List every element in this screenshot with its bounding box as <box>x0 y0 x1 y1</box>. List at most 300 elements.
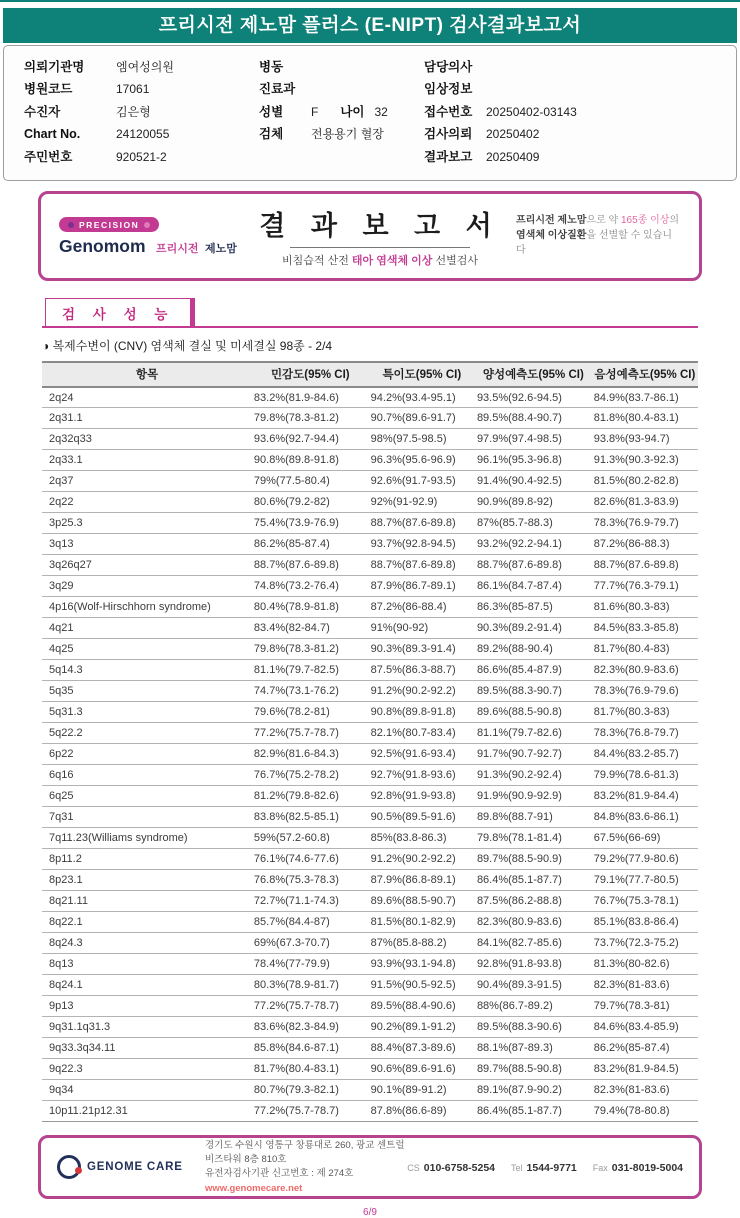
value-cell: 87.2%(86-88.3) <box>592 534 698 555</box>
table-row <box>42 723 698 744</box>
contact-label: CS <box>407 1163 420 1174</box>
table-row <box>42 471 698 492</box>
column-header: 민감도(95% CI) <box>270 369 350 382</box>
patient-info-row <box>259 56 424 78</box>
patient-info-column-2 <box>259 56 424 168</box>
table-row <box>42 408 698 429</box>
field-label: 결과보고 <box>424 149 473 164</box>
red-dot-icon <box>75 1167 82 1174</box>
item-cell: 7q11.23(Williams syndrome) <box>42 828 252 849</box>
value-cell: 90.3%(89.2-91.4) <box>475 618 592 639</box>
value-cell: 78.4%(77-79.9) <box>252 954 369 975</box>
value-cell: 85.7%(84.4-87) <box>252 912 369 933</box>
item-cell: 10p11.21p12.31 <box>42 1101 252 1122</box>
item-cell: 2q32q33 <box>42 429 252 450</box>
item-cell: 2q31.1 <box>42 408 252 429</box>
patient-info-row <box>424 56 724 78</box>
value-cell: 91.3%(90.3-92.3) <box>592 450 698 471</box>
table-row <box>42 744 698 765</box>
note-bold-text: 염색체 이상질환 <box>516 230 587 242</box>
value-cell: 88.7%(87.6-89.8) <box>369 513 475 534</box>
value-cell: 74.7%(73.1-76.2) <box>252 681 369 702</box>
section-title: 검 사 성 능 <box>45 298 195 326</box>
banner-note <box>516 213 681 258</box>
value-cell: 92.5%(91.6-93.4) <box>369 744 475 765</box>
value-cell: 86.4%(85.1-87.7) <box>475 1101 592 1122</box>
item-cell: 2q37 <box>42 471 252 492</box>
note-text: 으로 약 <box>586 215 621 227</box>
brand-line <box>59 236 244 257</box>
value-cell: 90.8%(89.8-91.8) <box>252 450 369 471</box>
field-label: 병원코드 <box>24 82 73 97</box>
table-row <box>42 891 698 912</box>
patient-info-row <box>24 78 259 100</box>
value-cell: 93.9%(93.1-94.8) <box>369 954 475 975</box>
address-line-2: 유전자검사기관 신고번호 : 제 274호 <box>205 1168 354 1180</box>
value-cell: 82.3%(81-83.6) <box>592 975 698 996</box>
value-cell: 97.9%(97.4-98.5) <box>475 429 592 450</box>
value-cell: 90.5%(89.5-91.6) <box>369 807 475 828</box>
subtitle-highlight: 태아 염색체 이상 <box>351 254 433 267</box>
table-row <box>42 1080 698 1101</box>
table-row <box>42 387 698 408</box>
section-header <box>42 298 698 328</box>
field-label: 의뢰기관명 <box>24 60 85 74</box>
item-cell: 2q22 <box>42 492 252 513</box>
badge-dot-icon <box>68 222 74 228</box>
genomom-logo <box>59 215 244 257</box>
table-caption: ◑ 복제수변이 (CNV) 염색체 결실 및 미세결실 98종 - 2/4 <box>42 338 333 353</box>
column-header: 특이도(95% CI) <box>382 369 462 382</box>
value-cell: 89.5%(88.4-90.7) <box>475 408 592 429</box>
field-label: 진료과 <box>259 82 296 97</box>
value-cell: 79.6%(78.2-81) <box>252 702 369 723</box>
value-cell: 79.9%(78.6-81.3) <box>592 765 698 786</box>
value-cell: 77.7%(76.3-79.1) <box>592 576 698 597</box>
patient-info-row <box>24 101 259 123</box>
value-cell: 59%(57.2-60.8) <box>252 828 369 849</box>
value-cell: 87%(85.8-88.2) <box>369 933 475 954</box>
item-cell: 8p11.2 <box>42 849 252 870</box>
value-cell: 87.9%(86.8-89.1) <box>369 870 475 891</box>
value-cell: 81.8%(80.4-83.1) <box>592 408 698 429</box>
value-cell: 80.3%(78.9-81.7) <box>252 975 369 996</box>
table-row <box>42 1101 698 1122</box>
value-cell: 73.7%(72.3-75.2) <box>592 933 698 954</box>
value-cell: 84.6%(83.4-85.9) <box>592 1017 698 1038</box>
precision-badge <box>59 217 159 232</box>
item-cell: 3q29 <box>42 576 252 597</box>
report-banner-subtitle <box>244 252 516 268</box>
top-accent-line <box>0 0 740 2</box>
value-cell: 87.2%(86-88.4) <box>369 597 475 618</box>
table-row <box>42 849 698 870</box>
item-cell: 9q22.3 <box>42 1059 252 1080</box>
table-row <box>42 513 698 534</box>
item-cell: 3p25.3 <box>42 513 252 534</box>
value-cell: 79.1%(77.7-80.5) <box>592 870 698 891</box>
value-cell: 82.9%(81.6-84.3) <box>252 744 369 765</box>
value-cell: 87%(85.7-88.3) <box>475 513 592 534</box>
value-cell: 88%(86.7-89.2) <box>475 996 592 1017</box>
table-body <box>42 387 698 1122</box>
item-cell: 8q24.3 <box>42 933 252 954</box>
field-value: 24120055 <box>116 127 170 142</box>
value-cell: 90.3%(89.3-91.4) <box>369 639 475 660</box>
patient-info-row <box>424 123 724 145</box>
item-cell: 8q24.1 <box>42 975 252 996</box>
value-cell: 91%(90-92) <box>369 618 475 639</box>
value-cell: 88.7%(87.6-89.8) <box>592 555 698 576</box>
value-cell: 92%(91-92.9) <box>369 492 475 513</box>
field-value: 17061 <box>116 82 150 97</box>
value-cell: 83.2%(81.9-84.4) <box>592 786 698 807</box>
item-cell: 6q25 <box>42 786 252 807</box>
value-cell: 87.5%(86.2-88.8) <box>475 891 592 912</box>
item-cell: 9p13 <box>42 996 252 1017</box>
field-value: 20250409 <box>486 149 540 164</box>
value-cell: 79.8%(78.1-81.4) <box>475 828 592 849</box>
value-cell: 92.8%(91.9-93.8) <box>369 786 475 807</box>
field-label: 주민번호 <box>24 149 73 164</box>
value-cell: 91.3%(90.2-92.4) <box>475 765 592 786</box>
value-cell: 89.8%(88.7-91) <box>475 807 592 828</box>
value-cell: 89.6%(88.5-90.7) <box>369 891 475 912</box>
value-cell: 79%(77.5-80.4) <box>252 471 369 492</box>
value-cell: 90.4%(89.3-91.5) <box>475 975 592 996</box>
value-cell: 81.7%(80.3-83) <box>592 702 698 723</box>
value-cell: 81.7%(80.4-83.1) <box>252 1059 369 1080</box>
table-header-row <box>42 362 698 387</box>
value-cell: 77.2%(75.7-78.7) <box>252 723 369 744</box>
brand-name-kr-pink: 프리시전 <box>156 242 199 255</box>
patient-info-row <box>259 101 424 123</box>
value-cell: 79.7%(78.3-81) <box>592 996 698 1017</box>
table-row <box>42 702 698 723</box>
table-row <box>42 639 698 660</box>
value-cell: 90.8%(89.8-91.8) <box>369 702 475 723</box>
value-cell: 80.7%(79.3-82.1) <box>252 1080 369 1101</box>
value-cell: 93.5%(92.6-94.5) <box>475 387 592 408</box>
value-cell: 89.7%(88.5-90.9) <box>475 849 592 870</box>
table-row <box>42 492 698 513</box>
table-row <box>42 534 698 555</box>
value-cell: 67.5%(66-69) <box>592 828 698 849</box>
value-cell: 79.2%(77.9-80.6) <box>592 849 698 870</box>
page-number: 6/9 <box>363 1207 377 1218</box>
value-cell: 72.7%(71.1-74.3) <box>252 891 369 912</box>
result-report-banner <box>38 191 702 281</box>
item-cell: 5q22.2 <box>42 723 252 744</box>
value-cell: 90.1%(89-91.2) <box>369 1080 475 1101</box>
value-cell: 83.2%(81.9-84.6) <box>252 387 369 408</box>
value-cell: 81.2%(79.8-82.6) <box>252 786 369 807</box>
report-title-bar <box>3 8 737 43</box>
field-value: 20250402 <box>486 127 540 142</box>
item-cell: 5q31.3 <box>42 702 252 723</box>
value-cell: 88.1%(87-89.3) <box>475 1038 592 1059</box>
value-cell: 78.3%(76.9-79.7) <box>592 513 698 534</box>
field-label: 병동 <box>259 60 284 74</box>
value-cell: 76.1%(74.6-77.6) <box>252 849 369 870</box>
value-cell: 74.8%(73.2-76.4) <box>252 576 369 597</box>
value-cell: 88.7%(87.6-89.8) <box>475 555 592 576</box>
value-cell: 90.6%(89.6-91.6) <box>369 1059 475 1080</box>
item-cell: 4q21 <box>42 618 252 639</box>
patient-info-row <box>24 123 259 145</box>
table-row <box>42 954 698 975</box>
footer-panel <box>38 1135 702 1199</box>
value-cell: 83.4%(82-84.7) <box>252 618 369 639</box>
value-cell: 93.7%(92.8-94.5) <box>369 534 475 555</box>
note-bold-text: 프리시전 제노맘 <box>516 215 587 227</box>
contact-cs <box>407 1158 495 1176</box>
footer-address <box>205 1139 407 1196</box>
value-cell: 88.4%(87.3-89.6) <box>369 1038 475 1059</box>
note-pink-text: 165종 이상 <box>620 215 670 227</box>
contact-value: 031-8019-5004 <box>611 1162 683 1175</box>
item-cell: 6p22 <box>42 744 252 765</box>
patient-info-row <box>259 78 424 100</box>
value-cell: 87.8%(86.6-89) <box>369 1101 475 1122</box>
value-cell: 93.6%(92.7-94.4) <box>252 429 369 450</box>
badge-dot-icon <box>144 222 150 228</box>
value-cell: 86.4%(85.1-87.7) <box>475 870 592 891</box>
value-cell: 80.6%(79.2-82) <box>252 492 369 513</box>
value-cell: 75.4%(73.9-76.9) <box>252 513 369 534</box>
value-cell: 83.8%(82.5-85.1) <box>252 807 369 828</box>
contact-label: Fax <box>592 1163 608 1174</box>
value-cell: 84.8%(83.6-86.1) <box>592 807 698 828</box>
contact-value: 010-6758-5254 <box>423 1162 496 1175</box>
item-cell: 4p16(Wolf-Hirschhorn syndrome) <box>42 597 252 618</box>
value-cell: 91.9%(90.9-92.9) <box>475 786 592 807</box>
value-cell: 76.8%(75.3-78.3) <box>252 870 369 891</box>
value-cell: 91.7%(90.7-92.7) <box>475 744 592 765</box>
item-cell: 8q21.11 <box>42 891 252 912</box>
contact-label: Tel <box>511 1163 523 1174</box>
patient-info-row <box>424 101 724 123</box>
patient-info-column-3 <box>424 56 724 168</box>
footer-contacts <box>407 1158 683 1176</box>
value-cell: 89.5%(88.3-90.7) <box>475 681 592 702</box>
value-cell: 89.5%(88.3-90.6) <box>475 1017 592 1038</box>
value-cell: 87.5%(86.3-88.7) <box>369 660 475 681</box>
table-row <box>42 618 698 639</box>
field-value: 20250402-03143 <box>486 104 577 119</box>
value-cell: 86.1%(84.7-87.4) <box>475 576 592 597</box>
table-row <box>42 912 698 933</box>
value-cell: 82.3%(81-83.6) <box>592 1080 698 1101</box>
field-label: 검사의뢰 <box>424 127 473 142</box>
value-cell: 90.9%(89.8-92) <box>475 492 592 513</box>
field-label: 수진자 <box>24 104 61 119</box>
banner-divider <box>290 247 470 248</box>
value-cell: 89.1%(87.9-90.2) <box>475 1080 592 1101</box>
contact-fax <box>593 1158 683 1176</box>
note-text: 을 선별할 수 있습니다 <box>516 230 673 257</box>
item-cell: 8q13 <box>42 954 252 975</box>
value-cell: 88.7%(87.6-89.8) <box>369 555 475 576</box>
website-link[interactable]: www.genomecare.net <box>205 1182 303 1194</box>
value-cell: 92.7%(91.8-93.6) <box>369 765 475 786</box>
value-cell: 92.8%(91.8-93.8) <box>475 954 592 975</box>
brand-name-en: Genomom <box>59 235 146 256</box>
value-cell: 96.1%(95.3-96.8) <box>475 450 592 471</box>
item-cell: 8p23.1 <box>42 870 252 891</box>
value-cell: 91.2%(90.2-92.2) <box>369 681 475 702</box>
table-row <box>42 828 698 849</box>
value-cell: 89.6%(88.5-90.8) <box>475 702 592 723</box>
table-row <box>42 450 698 471</box>
value-cell: 87.9%(86.7-89.1) <box>369 576 475 597</box>
value-cell: 91.2%(90.2-92.2) <box>369 849 475 870</box>
report-banner-center <box>244 204 516 268</box>
column-header: 항목 <box>135 369 159 382</box>
subtitle-text: 선별검사 <box>432 254 478 267</box>
address-line-1: 경기도 수원시 영통구 창룡대로 260, 광교 센트럴비즈타워 8층 810호 <box>205 1139 405 1166</box>
value-cell: 82.3%(80.9-83.6) <box>592 660 698 681</box>
value-cell: 86.2%(85-87.4) <box>592 1038 698 1059</box>
value-cell: 96.3%(95.6-96.9) <box>369 450 475 471</box>
item-cell: 9q31.1q31.3 <box>42 1017 252 1038</box>
value-cell: 79.4%(78-80.8) <box>592 1101 698 1122</box>
field-label: 임상정보 <box>424 82 473 97</box>
value-cell: 84.5%(83.3-85.8) <box>592 618 698 639</box>
table-row <box>42 681 698 702</box>
value-cell: 89.5%(88.4-90.6) <box>369 996 475 1017</box>
genomecare-logo-text: GENOME CARE <box>87 1161 183 1174</box>
item-cell: 7q31 <box>42 807 252 828</box>
patient-info-row <box>424 146 724 168</box>
contact-value: 1544-9771 <box>526 1162 577 1175</box>
value-cell: 77.2%(75.7-78.7) <box>252 996 369 1017</box>
patient-info-row <box>24 56 259 78</box>
brand-name-kr-dark: 제노맘 <box>204 242 237 255</box>
precision-badge-label: PRECISION <box>79 219 140 230</box>
field-value: 김은형 <box>116 104 151 119</box>
value-cell: 79.8%(78.3-81.2) <box>252 639 369 660</box>
value-cell: 90.2%(89.1-91.2) <box>369 1017 475 1038</box>
value-cell: 81.7%(80.4-83) <box>592 639 698 660</box>
value-cell: 92.6%(91.7-93.5) <box>369 471 475 492</box>
field-label: Chart No. <box>24 127 81 142</box>
item-cell: 9q33.3q34.11 <box>42 1038 252 1059</box>
value-cell: 81.1%(79.7-82.5) <box>252 660 369 681</box>
value-cell: 69%(67.3-70.7) <box>252 933 369 954</box>
value-cell: 85.1%(83.8-86.4) <box>592 912 698 933</box>
value-cell: 90.7%(89.6-91.7) <box>369 408 475 429</box>
value-cell: 89.7%(88.5-90.8) <box>475 1059 592 1080</box>
value-cell: 82.1%(80.7-83.4) <box>369 723 475 744</box>
value-cell: 85.8%(84.6-87.1) <box>252 1038 369 1059</box>
value-cell: 81.1%(79.7-82.6) <box>475 723 592 744</box>
field-label: 성별 <box>259 104 284 119</box>
value-cell: 86.3%(85-87.5) <box>475 597 592 618</box>
patient-info-row <box>259 123 424 145</box>
value-cell: 81.5%(80.2-82.8) <box>592 471 698 492</box>
table-header <box>42 362 698 387</box>
field-value: 920521-2 <box>116 149 167 164</box>
value-cell: 84.9%(83.7-86.1) <box>592 387 698 408</box>
item-cell: 5q35 <box>42 681 252 702</box>
table-row <box>42 597 698 618</box>
field-value: 엠여성의원 <box>116 60 174 74</box>
item-cell: 6q16 <box>42 765 252 786</box>
table-row <box>42 786 698 807</box>
value-cell: 86.6%(85.4-87.9) <box>475 660 592 681</box>
value-cell: 77.2%(75.7-78.7) <box>252 1101 369 1122</box>
value-cell: 79.8%(78.3-81.2) <box>252 408 369 429</box>
note-text: 의 <box>669 215 680 227</box>
table-row <box>42 1059 698 1080</box>
field-value: 32 <box>374 104 388 119</box>
contact-tel <box>511 1158 577 1176</box>
field-value: 전용용기 혈장 <box>311 127 384 142</box>
value-cell: 80.4%(78.9-81.8) <box>252 597 369 618</box>
table-row <box>42 996 698 1017</box>
field-label: 검체 <box>259 127 284 142</box>
table-row <box>42 870 698 891</box>
value-cell: 81.5%(80.1-82.9) <box>369 912 475 933</box>
field-label: 나이 <box>340 104 365 119</box>
report-banner-title: 결 과 보 고 서 <box>259 210 501 241</box>
patient-info-panel <box>3 45 737 181</box>
item-cell: 3q26q27 <box>42 555 252 576</box>
table-row <box>42 807 698 828</box>
column-header: 양성예측도(95% CI) <box>482 369 584 382</box>
subtitle-text: 비침습적 산전 <box>282 254 352 267</box>
value-cell: 89.2%(88-90.4) <box>475 639 592 660</box>
value-cell: 81.6%(80.3-83) <box>592 597 698 618</box>
value-cell: 81.3%(80-82.6) <box>592 954 698 975</box>
item-cell: 8q22.1 <box>42 912 252 933</box>
item-cell: 9q34 <box>42 1080 252 1101</box>
field-value: F <box>311 104 319 119</box>
table-row <box>42 933 698 954</box>
value-cell: 84.1%(82.7-85.6) <box>475 933 592 954</box>
value-cell: 91.5%(90.5-92.5) <box>369 975 475 996</box>
genomecare-logo <box>57 1155 205 1179</box>
value-cell: 85%(83.8-86.3) <box>369 828 475 849</box>
value-cell: 76.7%(75.3-78.1) <box>592 891 698 912</box>
value-cell: 98%(97.5-98.5) <box>369 429 475 450</box>
value-cell: 93.8%(93-94.7) <box>592 429 698 450</box>
item-cell: 4q25 <box>42 639 252 660</box>
value-cell: 91.4%(90.4-92.5) <box>475 471 592 492</box>
table-row <box>42 975 698 996</box>
field-label: 접수번호 <box>424 104 473 119</box>
table-row <box>42 555 698 576</box>
genomecare-mark-icon <box>57 1155 81 1179</box>
value-cell: 83.6%(82.3-84.9) <box>252 1017 369 1038</box>
item-cell: 2q24 <box>42 387 252 408</box>
item-cell: 3q13 <box>42 534 252 555</box>
value-cell: 88.7%(87.6-89.8) <box>252 555 369 576</box>
table-row <box>42 576 698 597</box>
value-cell: 86.2%(85-87.4) <box>252 534 369 555</box>
field-label: 담당의사 <box>424 60 473 74</box>
item-cell: 2q33.1 <box>42 450 252 471</box>
item-cell: 5q14.3 <box>42 660 252 681</box>
value-cell: 84.4%(83.2-85.7) <box>592 744 698 765</box>
patient-info-row <box>424 78 724 100</box>
value-cell: 93.2%(92.2-94.1) <box>475 534 592 555</box>
performance-table <box>42 361 698 1123</box>
value-cell: 82.3%(80.9-83.6) <box>475 912 592 933</box>
table-row <box>42 1017 698 1038</box>
value-cell: 83.2%(81.9-84.5) <box>592 1059 698 1080</box>
